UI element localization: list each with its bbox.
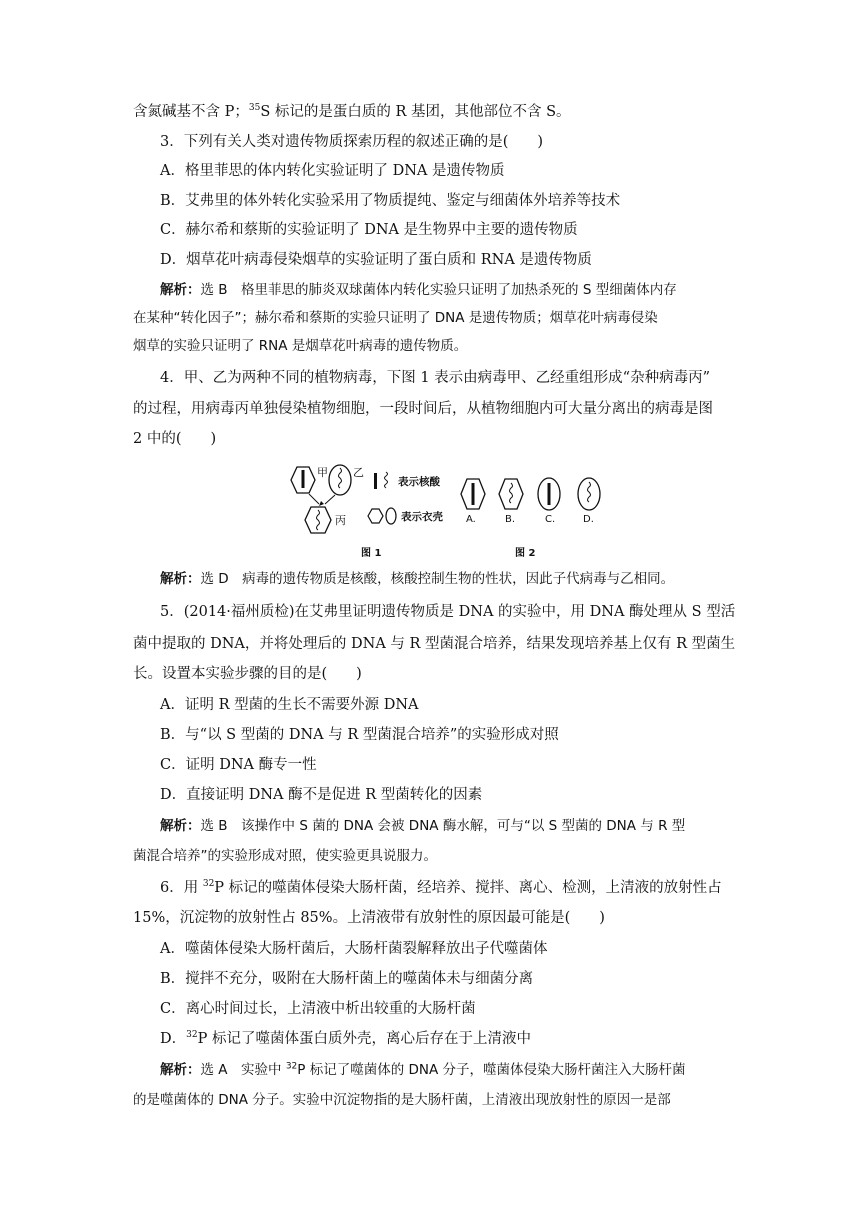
- analysis-6-line-1: [160, 1059, 740, 1081]
- question-3-stem: 3．下列有关人类对遗传物质探索历程的叙述正确的是( ): [160, 134, 544, 150]
- question-5-option-c: C．证明 DNA 酶专一性: [160, 757, 317, 773]
- option-a-label: A.: [466, 514, 476, 525]
- question-6-line-2: 15%，沉淀物的放射性占 85%。上清液带有放射性的原因最可能是( ): [133, 910, 605, 926]
- question-5-line-1: 5．(2014·福州质检)在艾弗里证明遗传物质是 DNA 的实验中，用 DNA 酶处理从 S 型活: [160, 604, 736, 620]
- virus-yi-nucleic-icon: [339, 468, 342, 488]
- analysis-3-line-1: [160, 279, 740, 301]
- analysis-text: 选 A 实验中 $^{32}$P 标记了噬菌体的 DNA 分子，噬菌体侵染大肠杆菌注入大肠杆菌: [200, 1061, 686, 1078]
- label-bing: 丙: [335, 514, 346, 527]
- question-3-option-d: D．烟草花叶病毒侵染烟草的实验证明了蛋白质和 RNA 是遗传物质: [160, 252, 592, 268]
- label-jia: 甲: [317, 466, 328, 479]
- virus-figure: [283, 458, 613, 566]
- analysis-3-line-2: 在某种“转化因子”；赫尔希和蔡斯的实验只证明了 DNA 是遗传物质；烟草花叶病毒侵染: [133, 310, 658, 326]
- option-d-nucleic-icon: [588, 482, 591, 502]
- legend-hexagon-icon: [368, 509, 383, 523]
- figure-1-caption: 图 1: [361, 548, 382, 559]
- option-b-nucleic-icon: [510, 483, 513, 503]
- analysis-text: 选 B 该操作中 S 菌的 DNA 会被 DNA 酶水解，可与“以 S 型菌的 DNA 与 R 型: [200, 818, 686, 834]
- virus-yi-capsid-icon: [329, 465, 351, 495]
- option-c-nucleic-icon: [548, 483, 551, 505]
- virus-bing-nucleic-icon: [317, 510, 320, 530]
- question-3-option-c: C．赫尔希和蔡斯的实验证明了 DNA 是生物界中主要的遗传物质: [160, 222, 578, 238]
- question-4-line-3: 2 中的( ): [133, 431, 217, 447]
- analysis-label: 解析：: [160, 282, 201, 298]
- analysis-3-line-3: 烟草的实验只证明了 RNA 是烟草花叶病毒的遗传物质。: [133, 338, 468, 354]
- legend-capsid: 表示衣壳: [401, 511, 443, 523]
- question-6-option-c: C．离心时间过长，上清液中析出较重的大肠杆菌: [160, 1001, 476, 1017]
- analysis-4: [160, 568, 740, 590]
- legend-bar-icon: [374, 473, 377, 489]
- question-5-line-3: 长。设置本实验步骤的目的是( ): [133, 666, 362, 682]
- option-a-nucleic-icon: [472, 483, 475, 505]
- question-5-line-2: 菌中提取的 DNA，并将处理后的 DNA 与 R 型菌混合培养，结果发现培养基上仅有 R 型菌生: [133, 636, 736, 652]
- arrow-icon: [325, 495, 335, 504]
- text-line: 含氮碱基不含 P；$^{35}$S 标记的是蛋白质的 R 基团，其他部位不含 S。: [133, 103, 571, 120]
- question-3-option-b: B．艾弗里的体外转化实验采用了物质提纯、鉴定与细菌体外培养等技术: [160, 193, 621, 209]
- label-yi: 乙: [353, 466, 364, 479]
- question-5-option-b: B．与“以 S 型菌的 DNA 与 R 型菌混合培养”的实验形成对照: [160, 727, 559, 743]
- analysis-label: 解析：: [160, 818, 201, 834]
- question-4-line-2: 的过程，用病毒丙单独侵染植物细胞，一段时间后，从植物细胞内可大量分离出的病毒是图: [133, 401, 713, 417]
- option-d-virus-icon: [578, 478, 600, 510]
- question-4-line-1: 4．甲、乙为两种不同的植物病毒，下图 1 表示由病毒甲、乙经重组形成“杂种病毒丙”: [160, 370, 710, 386]
- question-6-option-b: B．搅拌不充分，吸附在大肠杆菌上的噬菌体未与细菌分离: [160, 971, 534, 987]
- question-6-option-d: D．$^{32}$P 标记了噬菌体蛋白质外壳，离心后存在于上清液中: [160, 1030, 531, 1047]
- question-3-option-a: A．格里菲思的体内转化实验证明了 DNA 是遗传物质: [160, 163, 505, 179]
- arrowhead-icon: [319, 501, 324, 506]
- option-c-label: C.: [545, 514, 556, 525]
- analysis-text: 选 B 格里菲思的肺炎双球菌体内转化实验只证明了加热杀死的 S 型细菌体内存: [200, 282, 677, 298]
- question-5-option-d: D．直接证明 DNA 酶不是促进 R 型菌转化的因素: [160, 787, 483, 803]
- arrow-icon: [309, 494, 319, 504]
- question-6-line-1: 6．用 $^{32}$P 标记的噬菌体侵染大肠杆菌，经培养、搅拌、离心、检测，上清液的放射性占: [160, 879, 722, 896]
- legend-nucleic: 表示核酸: [398, 476, 440, 488]
- legend-squiggle-icon: [385, 472, 388, 488]
- analysis-label: 解析：: [160, 1062, 201, 1078]
- analysis-label: 解析：: [160, 571, 201, 587]
- option-b-label: B.: [505, 514, 516, 525]
- virus-jia-nucleic-icon: [302, 470, 305, 488]
- analysis-6-line-2: 的是噬菌体的 DNA 分子。实验中沉淀物指的是大肠杆菌，上清液出现放射性的原因一是部: [133, 1092, 671, 1108]
- analysis-5-line-1: [160, 815, 740, 837]
- analysis-5-line-2: 菌混合培养”的实验形成对照，使实验更具说服力。: [133, 848, 437, 864]
- figure-2-caption: 图 2: [515, 548, 536, 559]
- analysis-text: 选 D 病毒的遗传物质是核酸，核酸控制生物的性状，因此子代病毒与乙相同。: [200, 571, 675, 587]
- option-d-label: D.: [583, 514, 594, 525]
- legend-ellipse-icon: [386, 508, 396, 524]
- question-5-option-a: A．证明 R 型菌的生长不需要外源 DNA: [160, 697, 419, 713]
- question-6-option-a: A．噬菌体侵染大肠杆菌后，大肠杆菌裂解释放出子代噬菌体: [160, 941, 548, 957]
